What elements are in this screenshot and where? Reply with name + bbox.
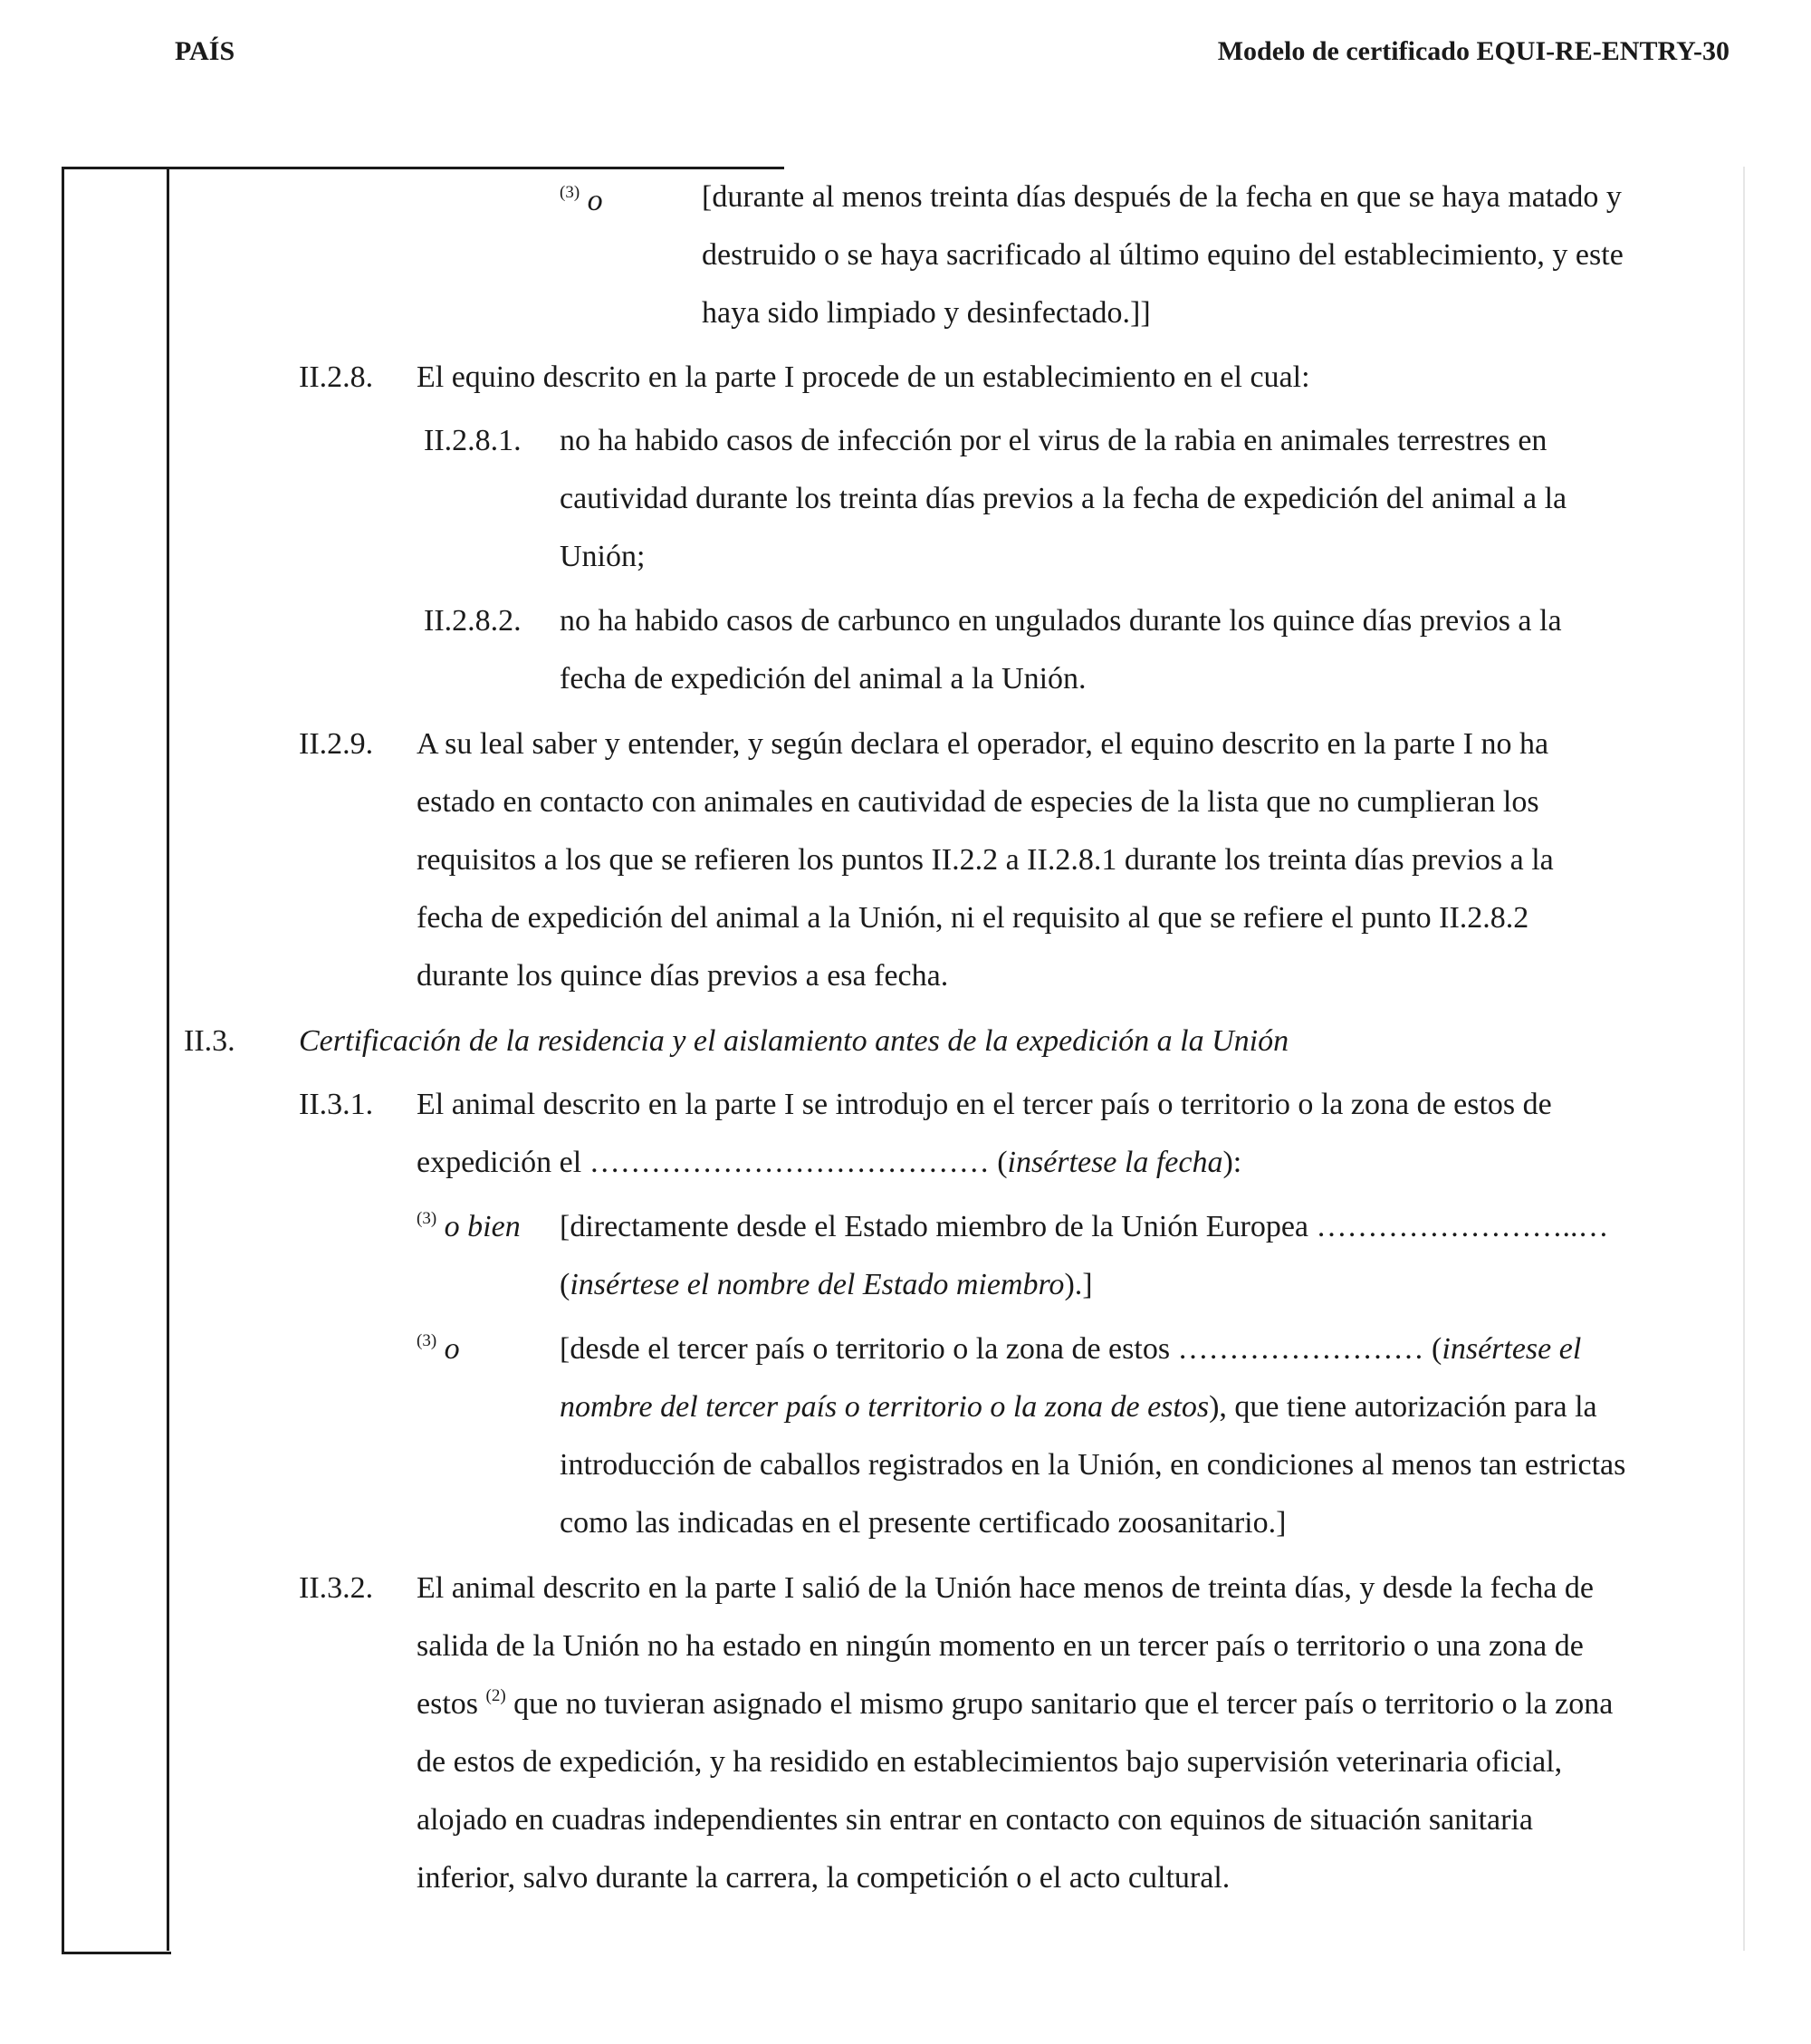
paragraph-line: cautividad durante los treinta días previos a la fecha de expedición del animal a la: [560, 482, 1567, 515]
header-country: PAÍS: [175, 36, 235, 66]
section-number: II.3.2.: [299, 1571, 374, 1605]
paragraph-line: expedición el ………………………………… (insértese la fecha):: [417, 1146, 1242, 1179]
paragraph-line: requisitos a los que se refieren los puntos II.2.2 a II.2.8.1 durante los treinta días previos a la: [417, 843, 1554, 877]
option-marker: $^{(3)}$ o: [417, 1331, 460, 1366]
section-number: II.2.8.: [299, 360, 374, 394]
paragraph-line: estos $^{(2)}$ que no tuvieran asignado el mismo grupo sanitario que el tercer país o territorio o la zona: [417, 1686, 1614, 1721]
paragraph-line: Unión;: [560, 540, 646, 573]
paragraph-line: [durante al menos treinta días después de la fecha en que se haya matado y: [702, 180, 1622, 214]
paragraph-line: El animal descrito en la parte I se introdujo en el tercer país o territorio o la zona de estos de: [417, 1088, 1552, 1121]
section-title: Certificación de la residencia y el aislamiento antes de la expedición a la Unión: [299, 1024, 1289, 1058]
paragraph-line: (insértese el nombre del Estado miembro).]: [560, 1268, 1093, 1301]
paragraph-line: A su leal saber y entender, y según declara el operador, el equino descrito en la parte I no ha: [417, 727, 1549, 761]
section-number: II.3.1.: [299, 1088, 374, 1121]
paragraph-line: de estos de expedición, y ha residido en establecimientos bajo supervisión veterinaria oficial,: [417, 1745, 1563, 1779]
header-model: Modelo de certificado EQUI-RE-ENTRY-30: [1217, 36, 1730, 66]
paragraph-line: inferior, salvo durante la carrera, la competición o el acto cultural.: [417, 1861, 1231, 1895]
paragraph-line: no ha habido casos de infección por el virus de la rabia en animales terrestres en: [560, 424, 1547, 457]
paragraph-line: alojado en cuadras independientes sin entrar en contacto con equinos de situación sanitaria: [417, 1803, 1533, 1837]
column-divider: [167, 167, 169, 1951]
option-marker: $^{(3)}$ o: [560, 183, 603, 217]
paragraph-line: durante los quince días previos a esa fecha.: [417, 959, 949, 993]
paragraph-line: salida de la Unión no ha estado en ningún momento en un tercer país o territorio o una zona de: [417, 1629, 1584, 1663]
paragraph-line: como las indicadas en el presente certificado zoosanitario.]: [560, 1506, 1287, 1540]
margin-column-frame: [62, 167, 171, 1954]
right-rule: [1743, 167, 1745, 1951]
top-rule: [167, 167, 784, 169]
section-number: II.2.9.: [299, 727, 374, 761]
paragraph-line: [desde el tercer país o territorio o la zona de estos …………………… (insértese el: [560, 1332, 1582, 1366]
paragraph-line: fecha de expedición del animal a la Unión, ni el requisito al que se refiere el punto II.2.8.2: [417, 901, 1529, 935]
option-marker: $^{(3)}$ o bien: [417, 1209, 521, 1243]
section-number: II.2.8.2.: [424, 604, 522, 638]
paragraph-line: no ha habido casos de carbunco en ungulados durante los quince días previos a la: [560, 604, 1562, 638]
paragraph-line: destruido o se haya sacrificado al último equino del establecimiento, y este: [702, 238, 1624, 272]
paragraph-line: nombre del tercer país o territorio o la zona de estos), que tiene autorización para la: [560, 1390, 1597, 1424]
paragraph-line: estado en contacto con animales en cautividad de especies de la lista que no cumplieran los: [417, 785, 1539, 819]
paragraph-line: El animal descrito en la parte I salió de la Unión hace menos de treinta días, y desde la fecha de: [417, 1571, 1594, 1605]
paragraph-line: [directamente desde el Estado miembro de la Unión Europea ……………………..…: [560, 1210, 1609, 1243]
paragraph-line: fecha de expedición del animal a la Unión.: [560, 662, 1087, 696]
section-number: II.2.8.1.: [424, 424, 522, 457]
section-number: II.3.: [184, 1024, 235, 1058]
paragraph-line: haya sido limpiado y desinfectado.]]: [702, 296, 1151, 330]
paragraph-line: introducción de caballos registrados en la Unión, en condiciones al menos tan estrictas: [560, 1448, 1626, 1482]
paragraph-line: El equino descrito en la parte I procede de un establecimiento en el cual:: [417, 360, 1310, 394]
